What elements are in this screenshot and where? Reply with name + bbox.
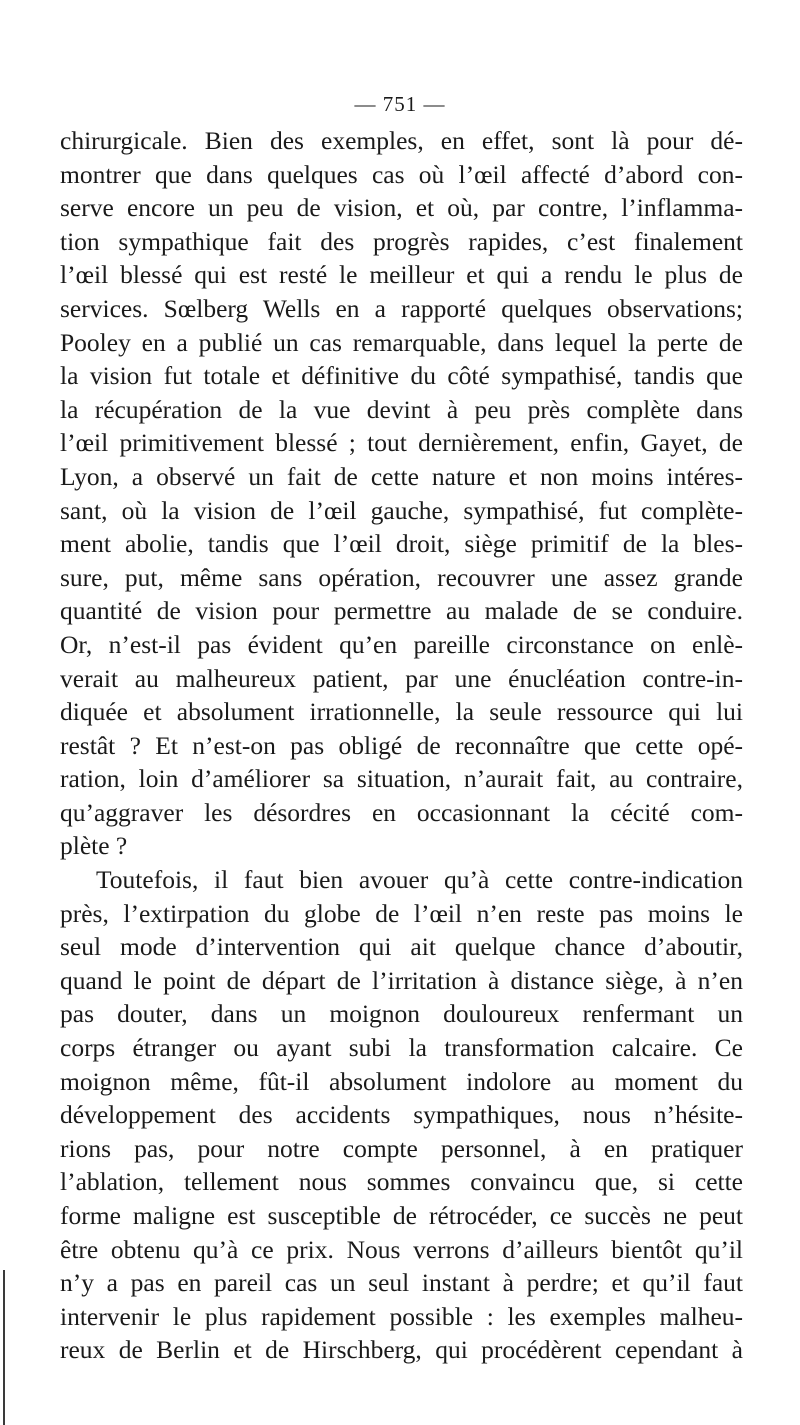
text-line: tion sympathique fait des progrès rapides, c’est finalement xyxy=(60,226,743,256)
scan-edge-line xyxy=(3,1270,5,1425)
body-text xyxy=(60,124,743,1367)
text-line: n’y a pas en pareil cas un seul instant à perdre; et qu’il faut xyxy=(60,1268,743,1298)
text-line: Or, n’est-il pas évident qu’en pareille circonstance on enlè- xyxy=(60,629,743,659)
text-line: qu’aggraver les désordres en occasionnant la cécité com- xyxy=(60,797,743,827)
text-line: quantité de vision pour permettre au malade de se conduire. xyxy=(60,596,743,626)
text-line: forme maligne est susceptible de rétrocéder, ce succès ne peut xyxy=(60,1201,743,1230)
text-line: la récupération de la vue devint à peu près complète dans xyxy=(60,394,743,424)
text-line: verait au malheureux patient, par une énucléation contre-in- xyxy=(60,663,743,693)
text-line: pas douter, dans un moignon douloureux renfermant un xyxy=(60,999,743,1029)
text-line: ration, loin d’améliorer sa situation, n’aurait fait, au contraire, xyxy=(60,764,743,794)
text-line: Pooley en a publié un cas remarquable, dans lequel la perte de xyxy=(60,327,743,357)
text-line: services. Sœlberg Wells en a rapporté quelques observations; xyxy=(60,293,743,323)
text-line: la vision fut totale et définitive du côté sympathisé, tandis que xyxy=(60,361,743,391)
text-line: l’œil blessé qui est resté le meilleur et qui a rendu le plus de xyxy=(60,260,743,290)
paragraph-end-line: plète ? xyxy=(60,831,128,861)
text-line: l’œil primitivement blessé ; tout dernièrement, enfin, Gayet, de xyxy=(60,428,743,458)
text-line: restât ? Et n’est-on pas obligé de reconnaître que cette opé- xyxy=(60,730,743,760)
text-line: serve encore un peu de vision, et où, par contre, l’inflamma- xyxy=(60,193,743,223)
text-line: sant, où la vision de l’œil gauche, sympathisé, fut complète- xyxy=(60,495,743,525)
text-line: intervenir le plus rapidement possible : les exemples malheu- xyxy=(60,1301,743,1331)
text-line: corps étranger ou ayant subi la transformation calcaire. Ce xyxy=(60,1033,743,1063)
text-line: rions pas, pour notre compte personnel, à en pratiquer xyxy=(60,1133,743,1163)
text-line: l’ablation, tellement nous sommes convaincu que, si cette xyxy=(60,1167,743,1197)
paragraph-start-line: Toutefois, il faut bien avouer qu’à cette contre-indication xyxy=(96,865,743,895)
page-number: — 751 — xyxy=(354,92,446,116)
text-line: près, l’extirpation du globe de l’œil n’en reste pas moins le xyxy=(60,898,743,928)
text-line: ment abolie, tandis que l’œil droit, siège primitif de la bles- xyxy=(60,529,743,559)
text-line: développement des accidents sympathiques, nous n’hésite- xyxy=(60,1100,743,1130)
text-line: seul mode d’intervention qui ait quelque chance d’aboutir, xyxy=(60,932,743,962)
text-line: diquée et absolument irrationnelle, la seule ressource qui lui xyxy=(60,697,743,727)
text-line: sure, put, même sans opération, recouvrer une assez grande xyxy=(60,562,743,592)
text-line: quand le point de départ de l’irritation à distance siège, à n’en xyxy=(60,965,743,995)
text-line: Lyon, a observé un fait de cette nature et non moins intéres- xyxy=(60,461,743,491)
text-line: moignon même, fût-il absolument indolore au moment du xyxy=(60,1066,743,1096)
text-line: chirurgicale. Bien des exemples, en effet, sont là pour dé- xyxy=(60,126,743,155)
text-line: montrer que dans quelques cas où l’œil affecté d’abord con- xyxy=(60,159,743,189)
text-line: être obtenu qu’à ce prix. Nous verrons d’ailleurs bientôt qu’il xyxy=(60,1234,743,1264)
text-line: reux de Berlin et de Hirschberg, qui procédèrent cependant à xyxy=(60,1335,743,1365)
